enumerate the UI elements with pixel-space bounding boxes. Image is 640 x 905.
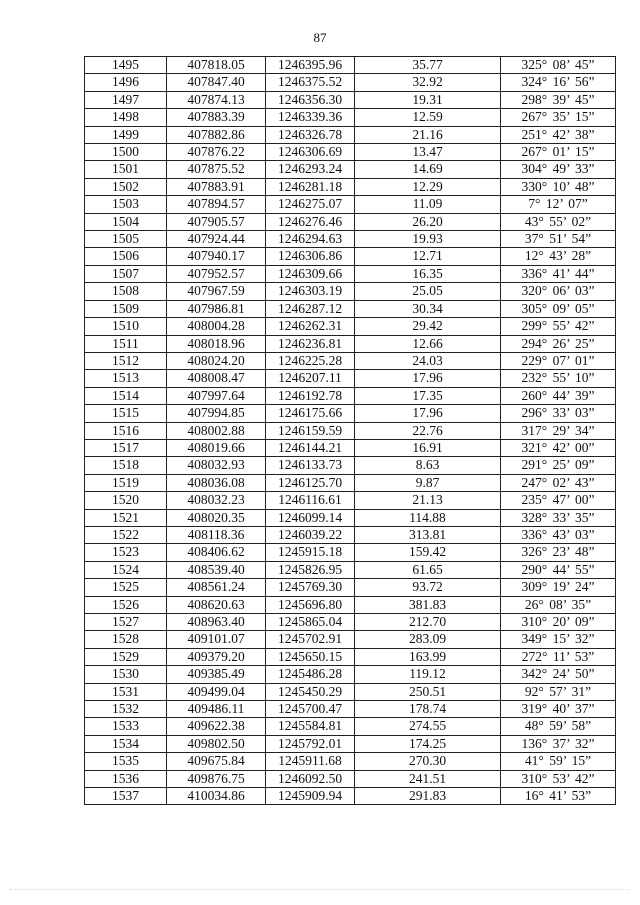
cell-bearing: 247° 02’ 43” bbox=[501, 474, 616, 491]
cell-northing: 1246262.31 bbox=[266, 318, 355, 335]
cell-northing: 1245915.18 bbox=[266, 544, 355, 561]
cell-distance: 22.76 bbox=[355, 422, 501, 439]
cell-point-number: 1536 bbox=[85, 770, 167, 787]
table-row bbox=[85, 788, 616, 805]
cell-point-number: 1502 bbox=[85, 178, 167, 195]
table-row bbox=[85, 213, 616, 230]
cell-bearing: 16° 41’ 53” bbox=[501, 788, 616, 805]
table-row bbox=[85, 196, 616, 213]
cell-northing: 1246039.22 bbox=[266, 526, 355, 543]
cell-bearing: 304° 49’ 33” bbox=[501, 161, 616, 178]
cell-bearing: 319° 40’ 37” bbox=[501, 701, 616, 718]
cell-bearing: 320° 06’ 03” bbox=[501, 283, 616, 300]
cell-bearing: 232° 55’ 10” bbox=[501, 370, 616, 387]
cell-northing: 1245792.01 bbox=[266, 735, 355, 752]
table-row bbox=[85, 335, 616, 352]
table-row bbox=[85, 405, 616, 422]
cell-point-number: 1515 bbox=[85, 405, 167, 422]
cell-bearing: 41° 59’ 15” bbox=[501, 753, 616, 770]
cell-northing: 1246294.63 bbox=[266, 231, 355, 248]
cell-distance: 12.71 bbox=[355, 248, 501, 265]
cell-point-number: 1500 bbox=[85, 144, 167, 161]
cell-easting: 407883.91 bbox=[167, 178, 266, 195]
cell-easting: 407952.57 bbox=[167, 265, 266, 282]
cell-northing: 1245909.94 bbox=[266, 788, 355, 805]
cell-easting: 407997.64 bbox=[167, 387, 266, 404]
cell-easting: 408002.88 bbox=[167, 422, 266, 439]
cell-northing: 1246192.78 bbox=[266, 387, 355, 404]
cell-point-number: 1511 bbox=[85, 335, 167, 352]
cell-distance: 24.03 bbox=[355, 352, 501, 369]
cell-bearing: 12° 43’ 28” bbox=[501, 248, 616, 265]
table-row bbox=[85, 283, 616, 300]
cell-northing: 1246303.19 bbox=[266, 283, 355, 300]
table-row bbox=[85, 439, 616, 456]
cell-point-number: 1522 bbox=[85, 526, 167, 543]
cell-easting: 407986.81 bbox=[167, 300, 266, 317]
cell-distance: 313.81 bbox=[355, 526, 501, 543]
cell-point-number: 1499 bbox=[85, 126, 167, 143]
cell-distance: 212.70 bbox=[355, 614, 501, 631]
cell-bearing: 37° 51’ 54” bbox=[501, 231, 616, 248]
cell-easting: 409876.75 bbox=[167, 770, 266, 787]
cell-easting: 407882.86 bbox=[167, 126, 266, 143]
cell-distance: 178.74 bbox=[355, 701, 501, 718]
cell-northing: 1246356.30 bbox=[266, 91, 355, 108]
cell-easting: 407875.52 bbox=[167, 161, 266, 178]
table-row bbox=[85, 753, 616, 770]
cell-northing: 1245865.04 bbox=[266, 614, 355, 631]
cell-distance: 13.47 bbox=[355, 144, 501, 161]
cell-easting: 407967.59 bbox=[167, 283, 266, 300]
page-number: 87 bbox=[313, 30, 327, 45]
cell-distance: 16.35 bbox=[355, 265, 501, 282]
table-row bbox=[85, 57, 616, 74]
table-row bbox=[85, 509, 616, 526]
cell-northing: 1246133.73 bbox=[266, 457, 355, 474]
cell-point-number: 1507 bbox=[85, 265, 167, 282]
cell-bearing: 290° 44’ 55” bbox=[501, 561, 616, 578]
cell-point-number: 1497 bbox=[85, 91, 167, 108]
coordinates-table bbox=[84, 56, 616, 805]
cell-point-number: 1512 bbox=[85, 352, 167, 369]
cell-northing: 1245450.29 bbox=[266, 683, 355, 700]
cell-bearing: 260° 44’ 39” bbox=[501, 387, 616, 404]
cell-bearing: 298° 39’ 45” bbox=[501, 91, 616, 108]
table-row bbox=[85, 596, 616, 613]
scan-artifact-line bbox=[10, 889, 630, 896]
cell-bearing: 136° 37’ 32” bbox=[501, 735, 616, 752]
cell-distance: 19.93 bbox=[355, 231, 501, 248]
cell-easting: 407818.05 bbox=[167, 57, 266, 74]
table-row bbox=[85, 631, 616, 648]
table-row bbox=[85, 74, 616, 91]
cell-easting: 408019.66 bbox=[167, 439, 266, 456]
cell-easting: 408963.40 bbox=[167, 614, 266, 631]
cell-point-number: 1514 bbox=[85, 387, 167, 404]
cell-easting: 409379.20 bbox=[167, 648, 266, 665]
cell-point-number: 1516 bbox=[85, 422, 167, 439]
cell-distance: 32.92 bbox=[355, 74, 501, 91]
cell-distance: 19.31 bbox=[355, 91, 501, 108]
cell-easting: 408004.28 bbox=[167, 318, 266, 335]
cell-northing: 1245584.81 bbox=[266, 718, 355, 735]
cell-point-number: 1506 bbox=[85, 248, 167, 265]
cell-northing: 1246236.81 bbox=[266, 335, 355, 352]
cell-bearing: 325° 08’ 45” bbox=[501, 57, 616, 74]
cell-bearing: 251° 42’ 38” bbox=[501, 126, 616, 143]
table-row bbox=[85, 109, 616, 126]
cell-northing: 1246099.14 bbox=[266, 509, 355, 526]
cell-bearing: 328° 33’ 35” bbox=[501, 509, 616, 526]
table-row bbox=[85, 370, 616, 387]
cell-distance: 93.72 bbox=[355, 579, 501, 596]
cell-distance: 12.59 bbox=[355, 109, 501, 126]
cell-distance: 174.25 bbox=[355, 735, 501, 752]
cell-point-number: 1533 bbox=[85, 718, 167, 735]
cell-easting: 408118.36 bbox=[167, 526, 266, 543]
cell-easting: 407883.39 bbox=[167, 109, 266, 126]
cell-distance: 25.05 bbox=[355, 283, 501, 300]
cell-point-number: 1535 bbox=[85, 753, 167, 770]
cell-easting: 408020.35 bbox=[167, 509, 266, 526]
cell-northing: 1246225.28 bbox=[266, 352, 355, 369]
cell-bearing: 330° 10’ 48” bbox=[501, 178, 616, 195]
cell-bearing: 336° 43’ 03” bbox=[501, 526, 616, 543]
cell-bearing: 296° 33’ 03” bbox=[501, 405, 616, 422]
cell-northing: 1246125.70 bbox=[266, 474, 355, 491]
table-row bbox=[85, 352, 616, 369]
cell-distance: 274.55 bbox=[355, 718, 501, 735]
cell-northing: 1246306.86 bbox=[266, 248, 355, 265]
cell-northing: 1245769.30 bbox=[266, 579, 355, 596]
cell-northing: 1246175.66 bbox=[266, 405, 355, 422]
cell-bearing: 299° 55’ 42” bbox=[501, 318, 616, 335]
cell-point-number: 1495 bbox=[85, 57, 167, 74]
cell-easting: 407994.85 bbox=[167, 405, 266, 422]
cell-distance: 8.63 bbox=[355, 457, 501, 474]
cell-point-number: 1529 bbox=[85, 648, 167, 665]
cell-point-number: 1510 bbox=[85, 318, 167, 335]
cell-bearing: 336° 41’ 44” bbox=[501, 265, 616, 282]
cell-point-number: 1521 bbox=[85, 509, 167, 526]
table-row bbox=[85, 161, 616, 178]
cell-easting: 408539.40 bbox=[167, 561, 266, 578]
cell-distance: 12.29 bbox=[355, 178, 501, 195]
cell-northing: 1246375.52 bbox=[266, 74, 355, 91]
cell-bearing: 310° 53’ 42” bbox=[501, 770, 616, 787]
cell-distance: 241.51 bbox=[355, 770, 501, 787]
cell-northing: 1246144.21 bbox=[266, 439, 355, 456]
cell-distance: 283.09 bbox=[355, 631, 501, 648]
cell-point-number: 1527 bbox=[85, 614, 167, 631]
cell-easting: 407940.17 bbox=[167, 248, 266, 265]
cell-point-number: 1532 bbox=[85, 701, 167, 718]
cell-easting: 408561.24 bbox=[167, 579, 266, 596]
table-row bbox=[85, 126, 616, 143]
table-row bbox=[85, 544, 616, 561]
cell-easting: 407894.57 bbox=[167, 196, 266, 213]
cell-northing: 1246276.46 bbox=[266, 213, 355, 230]
table-row bbox=[85, 579, 616, 596]
cell-easting: 409675.84 bbox=[167, 753, 266, 770]
cell-bearing: 7° 12’ 07” bbox=[501, 196, 616, 213]
cell-point-number: 1534 bbox=[85, 735, 167, 752]
cell-point-number: 1524 bbox=[85, 561, 167, 578]
table-row bbox=[85, 300, 616, 317]
table-row bbox=[85, 248, 616, 265]
cell-distance: 119.12 bbox=[355, 666, 501, 683]
cell-point-number: 1517 bbox=[85, 439, 167, 456]
cell-bearing: 310° 20’ 09” bbox=[501, 614, 616, 631]
cell-distance: 9.87 bbox=[355, 474, 501, 491]
cell-northing: 1246281.18 bbox=[266, 178, 355, 195]
cell-northing: 1246159.59 bbox=[266, 422, 355, 439]
cell-distance: 17.96 bbox=[355, 370, 501, 387]
cell-distance: 35.77 bbox=[355, 57, 501, 74]
cell-bearing: 349° 15’ 32” bbox=[501, 631, 616, 648]
table-row bbox=[85, 91, 616, 108]
cell-distance: 26.20 bbox=[355, 213, 501, 230]
cell-northing: 1245702.91 bbox=[266, 631, 355, 648]
cell-northing: 1246116.61 bbox=[266, 492, 355, 509]
table-row bbox=[85, 231, 616, 248]
cell-northing: 1246326.78 bbox=[266, 126, 355, 143]
table-row bbox=[85, 561, 616, 578]
cell-bearing: 294° 26’ 25” bbox=[501, 335, 616, 352]
cell-northing: 1245700.47 bbox=[266, 701, 355, 718]
cell-point-number: 1520 bbox=[85, 492, 167, 509]
cell-distance: 14.69 bbox=[355, 161, 501, 178]
table-row bbox=[85, 683, 616, 700]
cell-point-number: 1518 bbox=[85, 457, 167, 474]
table-row bbox=[85, 387, 616, 404]
table-row bbox=[85, 422, 616, 439]
cell-easting: 409802.50 bbox=[167, 735, 266, 752]
cell-bearing: 48° 59’ 58” bbox=[501, 718, 616, 735]
cell-bearing: 43° 55’ 02” bbox=[501, 213, 616, 230]
cell-distance: 29.42 bbox=[355, 318, 501, 335]
cell-easting: 407876.22 bbox=[167, 144, 266, 161]
cell-point-number: 1525 bbox=[85, 579, 167, 596]
cell-point-number: 1519 bbox=[85, 474, 167, 491]
cell-distance: 11.09 bbox=[355, 196, 501, 213]
cell-distance: 21.13 bbox=[355, 492, 501, 509]
cell-northing: 1245826.95 bbox=[266, 561, 355, 578]
cell-easting: 407847.40 bbox=[167, 74, 266, 91]
cell-easting: 407874.13 bbox=[167, 91, 266, 108]
cell-point-number: 1509 bbox=[85, 300, 167, 317]
cell-northing: 1245696.80 bbox=[266, 596, 355, 613]
cell-easting: 409385.49 bbox=[167, 666, 266, 683]
cell-distance: 61.65 bbox=[355, 561, 501, 578]
table-row bbox=[85, 474, 616, 491]
cell-distance: 163.99 bbox=[355, 648, 501, 665]
cell-point-number: 1531 bbox=[85, 683, 167, 700]
cell-distance: 16.91 bbox=[355, 439, 501, 456]
cell-point-number: 1504 bbox=[85, 213, 167, 230]
cell-point-number: 1513 bbox=[85, 370, 167, 387]
cell-easting: 408036.08 bbox=[167, 474, 266, 491]
cell-distance: 291.83 bbox=[355, 788, 501, 805]
cell-bearing: 326° 23’ 48” bbox=[501, 544, 616, 561]
table-row bbox=[85, 614, 616, 631]
cell-easting: 408018.96 bbox=[167, 335, 266, 352]
cell-point-number: 1528 bbox=[85, 631, 167, 648]
cell-distance: 17.96 bbox=[355, 405, 501, 422]
cell-point-number: 1496 bbox=[85, 74, 167, 91]
table-row bbox=[85, 492, 616, 509]
cell-point-number: 1537 bbox=[85, 788, 167, 805]
cell-bearing: 229° 07’ 01” bbox=[501, 352, 616, 369]
cell-bearing: 342° 24’ 50” bbox=[501, 666, 616, 683]
cell-northing: 1246287.12 bbox=[266, 300, 355, 317]
table-row bbox=[85, 526, 616, 543]
cell-northing: 1246339.36 bbox=[266, 109, 355, 126]
table-row bbox=[85, 318, 616, 335]
cell-easting: 408406.62 bbox=[167, 544, 266, 561]
cell-distance: 12.66 bbox=[355, 335, 501, 352]
cell-northing: 1245911.68 bbox=[266, 753, 355, 770]
cell-easting: 410034.86 bbox=[167, 788, 266, 805]
cell-distance: 270.30 bbox=[355, 753, 501, 770]
cell-distance: 381.83 bbox=[355, 596, 501, 613]
cell-northing: 1245486.28 bbox=[266, 666, 355, 683]
cell-bearing: 26° 08’ 35” bbox=[501, 596, 616, 613]
cell-bearing: 272° 11’ 53” bbox=[501, 648, 616, 665]
table-row bbox=[85, 718, 616, 735]
cell-bearing: 317° 29’ 34” bbox=[501, 422, 616, 439]
cell-easting: 408024.20 bbox=[167, 352, 266, 369]
cell-point-number: 1501 bbox=[85, 161, 167, 178]
cell-bearing: 324° 16’ 56” bbox=[501, 74, 616, 91]
cell-point-number: 1530 bbox=[85, 666, 167, 683]
cell-bearing: 321° 42’ 00” bbox=[501, 439, 616, 456]
cell-distance: 250.51 bbox=[355, 683, 501, 700]
cell-easting: 409622.38 bbox=[167, 718, 266, 735]
cell-northing: 1246309.66 bbox=[266, 265, 355, 282]
cell-bearing: 291° 25’ 09” bbox=[501, 457, 616, 474]
cell-bearing: 267° 01’ 15” bbox=[501, 144, 616, 161]
cell-northing: 1246275.07 bbox=[266, 196, 355, 213]
cell-point-number: 1498 bbox=[85, 109, 167, 126]
cell-distance: 159.42 bbox=[355, 544, 501, 561]
cell-distance: 30.34 bbox=[355, 300, 501, 317]
cell-bearing: 235° 47’ 00” bbox=[501, 492, 616, 509]
cell-northing: 1246092.50 bbox=[266, 770, 355, 787]
cell-distance: 114.88 bbox=[355, 509, 501, 526]
cell-point-number: 1526 bbox=[85, 596, 167, 613]
cell-easting: 408620.63 bbox=[167, 596, 266, 613]
cell-easting: 409101.07 bbox=[167, 631, 266, 648]
cell-northing: 1246207.11 bbox=[266, 370, 355, 387]
cell-distance: 17.35 bbox=[355, 387, 501, 404]
table-row bbox=[85, 701, 616, 718]
cell-bearing: 92° 57’ 31” bbox=[501, 683, 616, 700]
cell-bearing: 267° 35’ 15” bbox=[501, 109, 616, 126]
cell-point-number: 1503 bbox=[85, 196, 167, 213]
table-row bbox=[85, 735, 616, 752]
cell-point-number: 1508 bbox=[85, 283, 167, 300]
cell-easting: 408008.47 bbox=[167, 370, 266, 387]
cell-easting: 408032.23 bbox=[167, 492, 266, 509]
cell-northing: 1246306.69 bbox=[266, 144, 355, 161]
cell-easting: 409486.11 bbox=[167, 701, 266, 718]
table-row bbox=[85, 770, 616, 787]
table-row bbox=[85, 265, 616, 282]
table-row bbox=[85, 648, 616, 665]
cell-point-number: 1505 bbox=[85, 231, 167, 248]
cell-point-number: 1523 bbox=[85, 544, 167, 561]
cell-northing: 1246395.96 bbox=[266, 57, 355, 74]
cell-northing: 1245650.15 bbox=[266, 648, 355, 665]
table-row bbox=[85, 178, 616, 195]
table-row bbox=[85, 457, 616, 474]
table-row bbox=[85, 666, 616, 683]
table-row bbox=[85, 144, 616, 161]
cell-easting: 408032.93 bbox=[167, 457, 266, 474]
coordinates-table-body bbox=[85, 57, 616, 805]
cell-easting: 407924.44 bbox=[167, 231, 266, 248]
cell-northing: 1246293.24 bbox=[266, 161, 355, 178]
cell-bearing: 305° 09’ 05” bbox=[501, 300, 616, 317]
cell-distance: 21.16 bbox=[355, 126, 501, 143]
cell-easting: 407905.57 bbox=[167, 213, 266, 230]
cell-bearing: 309° 19’ 24” bbox=[501, 579, 616, 596]
cell-easting: 409499.04 bbox=[167, 683, 266, 700]
